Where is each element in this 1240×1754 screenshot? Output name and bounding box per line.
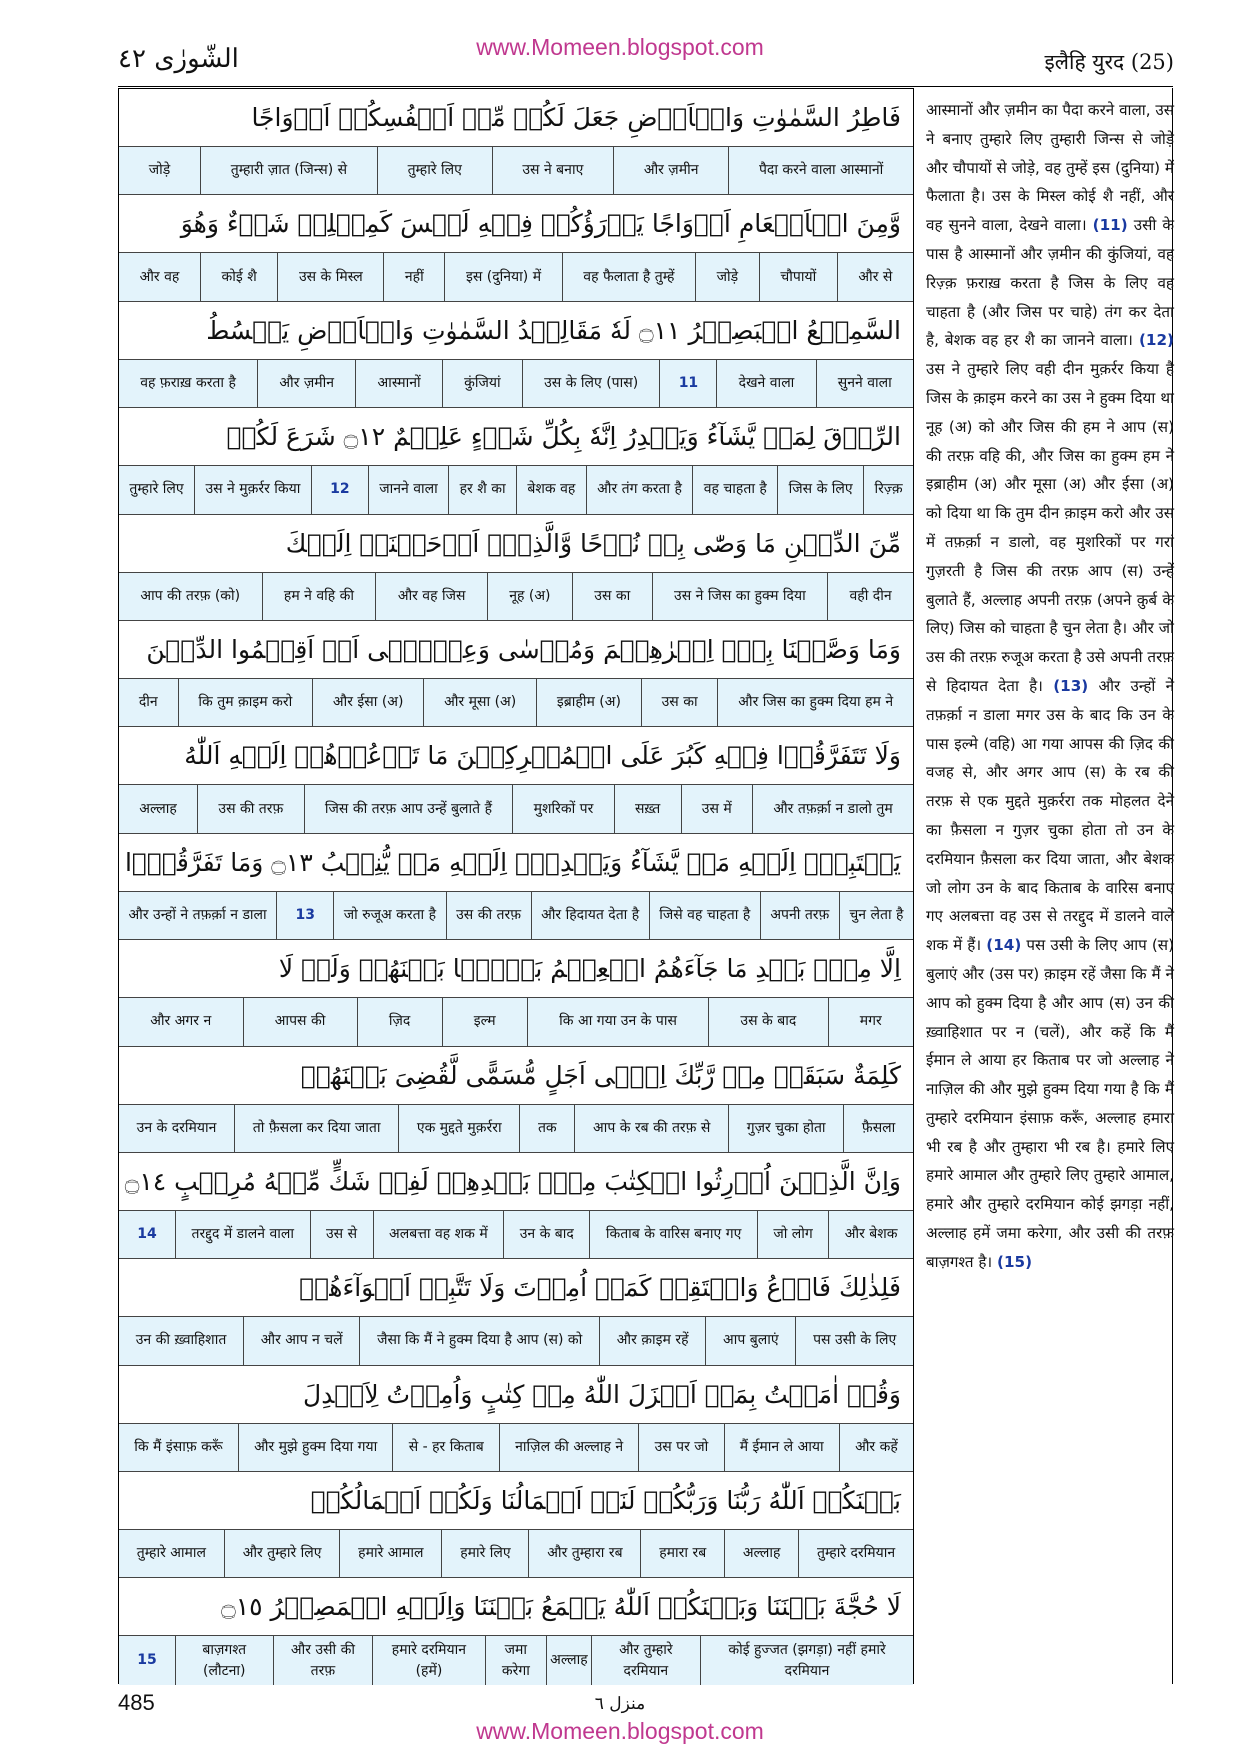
word-meaning-cell: इस (दुनिया) में xyxy=(444,253,561,300)
word-meaning-cell: कोई हुज्जत (झगड़ा) नहीं हमारे दरमियान xyxy=(700,1636,913,1684)
verse-number: (14) xyxy=(986,936,1022,955)
word-meaning-cell: और अगर न xyxy=(150,1013,212,1030)
verse-number-cell: 14 xyxy=(137,1226,157,1243)
arabic-line: مِّنَ الدِّيۡنِ مَا وَصّٰى بِهٖ نُوۡحًا وَّالَّذِيۡۤ اَوۡحَيۡنَاۤ اِلَيۡكَ xyxy=(285,528,901,558)
verse-number: (13) xyxy=(1053,676,1089,695)
word-meaning-cell: कि आ गया उन के पास xyxy=(527,998,708,1045)
surah-title: الشّورٰى ٤٢ xyxy=(118,44,239,74)
verse-row xyxy=(119,1047,913,1153)
word-meaning-cell: इब्राहीम (अ) xyxy=(536,679,641,726)
word-meaning-cell: और तुम्हारे लिए xyxy=(224,1530,339,1577)
word-meaning-cell: उस के बाद xyxy=(708,998,827,1045)
word-meaning-cell: चौपायों xyxy=(759,253,837,300)
word-meaning-cell: उस ने मुक़र्रर किया xyxy=(194,466,311,513)
word-meaning-cells xyxy=(119,784,913,832)
word-meaning-cell: और बेशक xyxy=(828,1211,913,1258)
verse-number-cell: 13 xyxy=(276,892,333,939)
word-meaning-cell: जिस की तरफ़ आप उन्हें बुलाते हैं xyxy=(304,785,513,832)
word-meaning-cell: पस उसी के लिए xyxy=(795,1317,913,1364)
translation-paragraph: और उन्हों ने तफ़र्क़ा न डाला मगर उस के बाद कि उन के पास इल्मे (वहि) आ गया आपस की ज़िद की वजह से, और अगर आप (स) के रब की तरफ़ से एक मुद्दते मुक़र्ररा तक मोहलत देने का फ़ैसला न गुज़र चुका होता तो उन के दरमियान फ़ैसला कर दिया जाता, और बेशक जो लोग उन के बाद किताब के वारिस बनाए गए अलबत्ता वह उस से तरद्दुद में डालने वाले शक में हैं। xyxy=(926,676,1175,955)
word-meaning-cell: और से xyxy=(837,253,913,300)
word-meaning-cells xyxy=(119,1529,913,1577)
word-meaning-cell: बाज़गश्त (लौटना) xyxy=(175,1636,273,1684)
arabic-line: فَاطِرُ السَّمٰوٰتِ وَالۡاَرۡضِ جَعَلَ لَكُمۡ مِّنۡ اَنۡفُسِكُمۡ اَزۡوَاجًا xyxy=(251,103,901,132)
word-meaning-cell: उस की तरफ़ xyxy=(446,892,531,939)
word-meaning-cell: हमारा रब xyxy=(640,1530,724,1577)
word-meaning-cell: चुन लेता है xyxy=(839,892,913,939)
word-meaning-cells xyxy=(119,997,913,1045)
verse-number-cell: 15 xyxy=(137,1652,157,1669)
word-meaning-cell: और वह जिस xyxy=(375,573,486,620)
word-meaning-cell: तुम्हारी ज़ात (जिन्स) से xyxy=(200,147,377,194)
verse-row xyxy=(119,195,913,301)
word-meaning-cell: हमारे दरमियान (हमें) xyxy=(372,1636,484,1684)
arabic-line: كَلِمَةٌ سَبَقَتۡ مِنۡ رَّبِّكَ اِلٰۤى اَجَلٍ مُّسَمًّى لَّقُضِىَ بَيۡنَهُمۡ xyxy=(300,1060,901,1090)
word-meaning-cells xyxy=(119,146,913,194)
word-meaning-cell: उन की ख़्वाहिशात xyxy=(135,1332,227,1349)
word-meaning-cell: जो लोग xyxy=(757,1211,828,1258)
translation-paragraph: आस्मानों और ज़मीन का पैदा करने वाला, उस ने बनाए तुम्हारे लिए तुम्हारी जिन्स से जोड़े और चौपायों से जोड़े, वह तुम्हें इस (दुनिया) में फैलाता है। उस के मिस्ल कोई शै नहीं, और वह सुनने वाला, देखने वाला। xyxy=(926,101,1174,235)
word-meaning-cell: उस का xyxy=(641,679,718,726)
word-meaning-cell: और कहें xyxy=(839,1424,913,1471)
word-meaning-cell: तरद्दुद में डालने वाला xyxy=(175,1211,310,1258)
word-meaning-cell: जानने वाला xyxy=(368,466,448,513)
word-meaning-cell: और क़ाइम रहें xyxy=(599,1317,705,1364)
word-meaning-cell: और आप न चलें xyxy=(243,1317,359,1364)
manzil-label: منزل ٦ xyxy=(594,1694,646,1714)
word-meaning-cell: जिस के लिए xyxy=(777,466,863,513)
word-meaning-cell: नहीं xyxy=(383,253,444,300)
word-meaning-cell: वह फ़राख़ करता है xyxy=(140,374,236,391)
word-meaning-cell: बेशक वह xyxy=(516,466,586,513)
word-meaning-cells xyxy=(119,359,913,407)
translation-paragraph: उसी के पास है आस्मानों और ज़मीन की कुंजियां, वह रिज़्क़ फ़राख़ करता है जिस के लिए वह चाहता है (और जिस पर चाहे) तंग कर देता है, बेशक वह हर शै का जानने वाला। xyxy=(926,216,1174,350)
header-rule xyxy=(118,86,1173,87)
word-meaning-cell: तुम्हारे दरमियान xyxy=(798,1530,913,1577)
word-meaning-cell: उन के दरमियान xyxy=(136,1119,217,1136)
juz-title: इलैहि युरद (25) xyxy=(1044,50,1174,74)
word-meaning-cell: मगर xyxy=(828,998,913,1045)
word-meaning-cell: और तफ़र्क़ा न डालो तुम xyxy=(752,785,913,832)
verse-row xyxy=(119,834,913,940)
word-meaning-cells xyxy=(119,572,913,620)
verse-number: (11) xyxy=(1092,216,1128,235)
word-meaning-cell: जोड़े xyxy=(148,162,171,179)
word-meaning-cell: दीन xyxy=(138,694,158,711)
word-meaning-cell: वह फैलाता है तुम्हें xyxy=(562,253,695,300)
word-meaning-cell: आपस की xyxy=(243,998,357,1045)
word-meaning-cell: और हिदायत देता है xyxy=(531,892,649,939)
word-meaning-cell: जोड़े xyxy=(695,253,759,300)
arabic-line: اِلَّا مِنۡۢ بَعۡدِ مَا جَآءَهُمُ الۡعِلۡمُ بَغۡيًۢا بَيۡنَهُمۡ وَلَوۡ لَا xyxy=(278,954,901,984)
word-meaning-cells xyxy=(119,1423,913,1471)
translation-column xyxy=(926,96,1174,1277)
word-meaning-cell: वह चाहता है xyxy=(692,466,777,513)
arabic-line: فَلِذٰلِكَ فَادۡعُ وَاسۡتَقِمۡ كَمَاۤ اُمِرۡتَ وَلَا تَتَّبِعۡ اَهۡوَآءَهُمۡ xyxy=(299,1273,901,1303)
verse-number: (12) xyxy=(1138,331,1174,350)
word-meaning-cell: उस से xyxy=(310,1211,373,1258)
word-meaning-cells xyxy=(119,891,913,939)
word-meaning-cell: और उसी की तरफ़ xyxy=(273,1636,373,1684)
word-meaning-cell: आप की तरफ़ (को) xyxy=(140,587,241,604)
arabic-line: يَجۡتَبِيۡۤ اِلَيۡهِ مَنۡ يَّشَآءُ وَيَهۡدِيۡۤ اِلَيۡهِ مَنۡ يُّنِيۡبُ ۝١٣ وَمَا تَفَرَّقُوۡۤا xyxy=(124,847,901,877)
word-meaning-cell: जिसे वह चाहता है xyxy=(649,892,760,939)
word-meaning-cell: उस का xyxy=(572,573,652,620)
word-meaning-cells xyxy=(119,1635,913,1684)
word-meaning-cells xyxy=(119,678,913,726)
word-meaning-cell: वही दीन xyxy=(827,573,913,620)
arabic-line: وَّمِنَ الۡاَنۡعَامِ اَزۡوَاجًا يَذۡرَؤُكُمۡ فِيۡهِ لَيۡسَ كَمِثۡلِهٖ شَيۡءٌ وَهُوَ xyxy=(180,209,901,239)
word-meaning-cell: अल्लाह xyxy=(546,1636,590,1684)
word-meaning-cell: अल्लाह xyxy=(139,800,177,817)
page-number: 485 xyxy=(118,1690,155,1715)
word-meaning-cell: और वह xyxy=(139,268,180,285)
word-meaning-cell: उस के मिस्ल xyxy=(277,253,383,300)
word-meaning-cells xyxy=(119,1104,913,1152)
word-meaning-cell: उस पर जो xyxy=(638,1424,723,1471)
word-meaning-cell: देखने वाला xyxy=(716,360,815,407)
word-meaning-cell: उस में xyxy=(681,785,753,832)
verse-row xyxy=(119,408,913,514)
word-meaning-cell: कोई शै xyxy=(200,253,277,300)
verse-row xyxy=(119,302,913,408)
word-meaning-cell: अल्लाह xyxy=(724,1530,798,1577)
word-meaning-cell: हम ने वहि की xyxy=(262,573,376,620)
site-url-top[interactable]: www.Momeen.blogspot.com xyxy=(476,34,764,60)
word-meaning-cell: उस ने बनाए xyxy=(492,147,613,194)
verse-row xyxy=(119,940,913,1046)
arabic-line: لَا حُجَّةَ بَيۡنَنَا وَبَيۡنَكُمۡ اَللّٰهُ يَجۡمَعُ بَيۡنَنَا وَاِلَيۡهِ الۡمَصِيۡرُ ۝١٥ xyxy=(221,1592,901,1622)
word-meaning-cell: आप के रब की तरफ़ से xyxy=(574,1105,728,1152)
word-meaning-cells xyxy=(119,1316,913,1364)
arabic-line: وَقُلۡ اٰمَنۡتُ بِمَاۤ اَنۡزَلَ اللّٰهُ مِنۡ كِتٰبٍ وَاُمِرۡتُ لِاَعۡدِلَ xyxy=(303,1379,901,1409)
verse-row xyxy=(119,89,913,195)
word-meaning-cell: नूह (अ) xyxy=(487,573,572,620)
word-meaning-cell: हमारे आमाल xyxy=(339,1530,441,1577)
word-meaning-cell: गुज़र चुका होता xyxy=(728,1105,843,1152)
translation-paragraph: उस ने तुम्हारे लिए वही दीन मुक़र्रर किया है जिस के क़ाइम करने का उस ने हुक्म दिया था नूह (अ) को और जिस की हम ने आप (स) की तरफ़ वहि की, और जिस का हुक्म हम ने इब्राहीम (अ) और मूसा (अ) और ईसा (अ) को दिया था कि तुम दीन क़ाइम करो और उस में तफ़र्क़ा न डालो, वह मुशरिकों पर गरां गुज़रती है जिस की तरफ़ आप (स) उन्हें बुलाते हैं, अल्लाह अपनी तरफ़ (अपने क़ुर्ब के लिए) जिस को चाहता है चुन लेता है। और जो उस की तरफ़ रुजूअ करता है उसे अपनी तरफ़ से हिदायत देता है। xyxy=(926,360,1174,695)
word-meaning-cell: रिज़्क़ xyxy=(863,466,913,513)
word-meaning-cell: पैदा करने वाला आस्मानों xyxy=(728,147,913,194)
verse-row xyxy=(119,1153,913,1259)
word-meaning-cell: आस्मानों xyxy=(355,360,442,407)
word-meaning-cell: जमा करेगा xyxy=(485,1636,547,1684)
word-meaning-cell: जो रुजूअ करता है xyxy=(333,892,445,939)
word-meaning-cell: तक xyxy=(519,1105,574,1152)
word-meaning-cell: से - हर किताब xyxy=(392,1424,498,1471)
word-meaning-cell: अपनी तरफ़ xyxy=(760,892,839,939)
word-meaning-cell: तो फ़ैसला कर दिया जाता xyxy=(234,1105,398,1152)
word-meaning-cell: कुंजियां xyxy=(442,360,522,407)
word-meaning-cell: आप बुलाएं xyxy=(705,1317,795,1364)
verse-row xyxy=(119,1578,913,1684)
word-meaning-cell: और ज़मीन xyxy=(613,147,728,194)
word-meaning-cell: उस ने जिस का हुक्म दिया xyxy=(652,573,827,620)
verse-row xyxy=(119,1259,913,1365)
word-meaning-cell: और तंग करता है xyxy=(586,466,693,513)
verse-row xyxy=(119,727,913,833)
word-meaning-cell: और तुम्हारे दरमियान xyxy=(591,1636,700,1684)
word-meaning-cell: एक मुद्दते मुक़र्ररा xyxy=(398,1105,519,1152)
word-meaning-cell: और उन्हों ने तफ़र्क़ा न डाला xyxy=(128,906,267,923)
translation-paragraph: पस उसी के लिए आप (स) बुलाएं और (उस पर) क़ाइम रहें जैसा कि मैं ने आप को हुक्म दिया है और आप (स) उन की ख़्वाहिशात पर न (चलें), और कहें कि मैं ईमान ले आया हर किताब पर जो अल्लाह ने नाज़िल की और मुझे हुक्म दिया गया है कि मैं तुम्हारे दरमियान इंसाफ़ करूँ, अल्लाह हमारा भी रब है और तुम्हारा भी रब है। हमारे लिए हमारे आमाल और तुम्हारे लिए तुम्हारे आमाल, हमारे और तुम्हारे दरमियान कोई झगड़ा नहीं, अल्लाह हमें जमा करेगा, और उसी की तरफ़ बाज़गश्त है। xyxy=(926,936,1174,1271)
word-meaning-cells xyxy=(119,1210,913,1258)
verse-number-cell: 12 xyxy=(311,466,368,513)
word-meaning-cell: कि तुम क़ाइम करो xyxy=(178,679,313,726)
verse-number: (15) xyxy=(997,1252,1033,1271)
word-meaning-cell: इल्म xyxy=(442,998,527,1045)
verse-row xyxy=(119,1472,913,1578)
arabic-line: وَمَا وَصَّيۡنَا بِهٖۤ اِبۡرٰهِيۡمَ وَمُوۡسٰى وَعِيۡسٰۤى اَنۡ اَقِيۡمُوا الدِّيۡنَ xyxy=(146,634,901,664)
word-meaning-cell: तुम्हारे आमाल xyxy=(136,1545,207,1562)
arabic-line: السَّمِيۡعُ الۡبَصِيۡرُ ۝١١ لَهٗ مَقَالِيۡدُ السَّمٰوٰتِ وَالۡاَرۡضِ يَبۡسُطُ xyxy=(206,315,901,345)
word-meaning-cell: अलबत्ता वह शक में xyxy=(373,1211,504,1258)
word-meaning-cell: किताब के वारिस बनाए गए xyxy=(589,1211,756,1258)
verse-row xyxy=(119,515,913,621)
verse-row xyxy=(119,621,913,727)
verse-row xyxy=(119,1366,913,1472)
verse-table xyxy=(118,88,914,1684)
word-meaning-cell: मैं ईमान ले आया xyxy=(724,1424,839,1471)
arabic-line: وَاِنَّ الَّذِيۡنَ اُوۡرِثُوا الۡكِتٰبَ مِنۡۢ بَعۡدِهِمۡ لَفِىۡ شَكٍّ مِّنۡهُ مُرِيۡبٍ ۝١٤ xyxy=(124,1166,901,1196)
word-meaning-cell: नाज़िल की अल्लाह ने xyxy=(499,1424,638,1471)
arabic-line: وَلَا تَتَفَرَّقُوۡا فِيۡهِ كَبُرَ عَلَى الۡمُشۡرِكِيۡنَ مَا تَدۡعُوۡهُمۡ اِلَيۡهِ اَللّٰهُ xyxy=(184,741,901,771)
word-meaning-cell: और ज़मीन xyxy=(257,360,355,407)
word-meaning-cell: और मूसा (अ) xyxy=(423,679,536,726)
word-meaning-cell: और ईसा (अ) xyxy=(312,679,423,726)
word-meaning-cell: उन के बाद xyxy=(503,1211,589,1258)
word-meaning-cell: उस की तरफ़ xyxy=(197,785,304,832)
word-meaning-cell: और जिस का हुक्म दिया हम ने xyxy=(717,679,913,726)
arabic-line: بَيۡنَكُمۡ اَللّٰهُ رَبُّنَا وَرَبُّكُمۡ لَنَاۤ اَعۡمَالُنَا وَلَكُمۡ اَعۡمَالُكُمۡ xyxy=(310,1486,901,1516)
word-meaning-cell: जैसा कि मैं ने हुक्म दिया है आप (स) को xyxy=(359,1317,599,1364)
word-meaning-cell: ज़िद xyxy=(357,998,442,1045)
word-meaning-cell: हमारे लिए xyxy=(441,1530,528,1577)
word-meaning-cell: मुशरिकों पर xyxy=(512,785,613,832)
word-meaning-cells xyxy=(119,252,913,300)
word-meaning-cell: सुनने वाला xyxy=(816,360,913,407)
word-meaning-cell: और मुझे हुक्म दिया गया xyxy=(238,1424,393,1471)
word-meaning-cell: और तुम्हारा रब xyxy=(528,1530,640,1577)
word-meaning-cell: हर शै का xyxy=(448,466,516,513)
site-url-bottom[interactable]: www.Momeen.blogspot.com xyxy=(476,1718,764,1744)
word-meaning-cell: कि मैं इंसाफ़ करूँ xyxy=(134,1438,223,1455)
word-meaning-cells xyxy=(119,465,913,513)
word-meaning-cell: सख़्त xyxy=(614,785,681,832)
verse-number-cell: 11 xyxy=(659,360,716,407)
arabic-line: الرِّزۡقَ لِمَنۡ يَّشَآءُ وَيَقۡدِرُ اِنَّهٗ بِكُلِّ شَيۡءٍ عَلِيۡمٌ ۝١٢ شَرَعَ لَكُمۡ xyxy=(226,422,901,452)
word-meaning-cell: उस के लिए (पास) xyxy=(522,360,660,407)
word-meaning-cell: तुम्हारे लिए xyxy=(377,147,492,194)
word-meaning-cell: फ़ैसला xyxy=(843,1105,913,1152)
word-meaning-cell: तुम्हारे लिए xyxy=(129,481,184,498)
